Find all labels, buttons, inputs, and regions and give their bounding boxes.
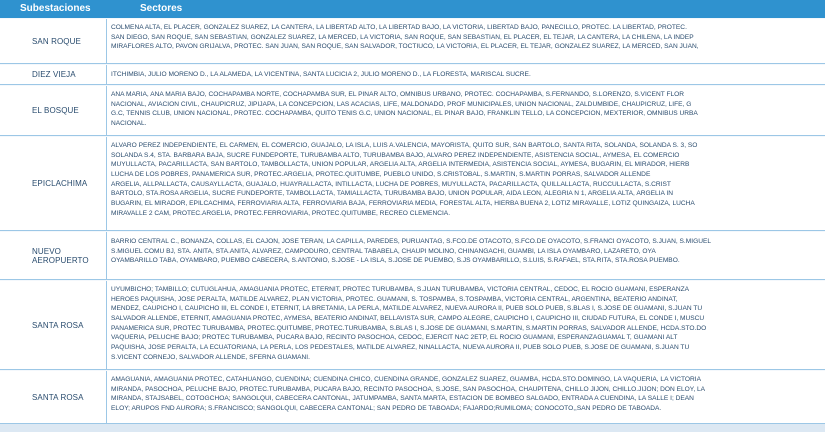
sector-line: PANAMERICA SUR, PROTEC TURUBAMBA, PROTEC.QUITUMBE, PROTEC.TURUBAMBA, S.BLAS I, S.JOSE DE GUAMANI, S.MARTIN, S.MARTIN PORRAS, SALVADOR ALLENDE, HCDA.STO.DO [111,324,707,332]
sector-line: SAN DIEGO, SAN ROQUE, SAN SEBASTIAN, GONZALEZ SUAREZ, LA MERCED, LA VICTORIA, SAN ROQUE, SAN SEBASTIAN, EL PLACER, EL TEJAR, LA CANTERA, LA CHILENA, LA INDEP [111,33,694,41]
sector-line: MIRAVALLE 2 CAM, PROTEC.ARGELIA, PROTEC.FERROVIARIA, PROTEC.QUITUMBE, RECREO CLEMENCIA. [111,209,451,217]
sector-line: S.MIGUEL COMU BJ, STA. ANITA, STA.ANITA, ALVAREZ, CAMPODURO, CENTRAL TABABELA, CHAUPI MOLINO, CHINANGACHI, GUAMBI, LA ISLA OYAMBARO, LAZARETO, OYA [111,247,656,255]
sector-line: ELOY; ARUPOS FND AURORA; S.FRANCISCO; SANGOLQUI, CABECERA CANTONAL; SAN PEDRO DE TABOADA; FAJARDO;RUMILOMA; CONOCOTO,,SAN PEDRO DE TABOADA. [111,405,662,413]
sector-line: MENDEZ, CAUPICHO I, CAUPICHO III, EL CONDE I, ETERNIT, LA BRETANIA, LA PERLA, MATILDE ALVAREZ, NUEVA AURORA II, PUEB SOLO PUEB, S.BLAS I, S.JOSE DE GUAMANI, S.JUAN TU [111,305,703,313]
sectors-cell [111,23,825,52]
table-row [0,137,825,231]
table-row [0,19,825,64]
substation-name: DIEZ VIEJA [0,65,107,84]
sector-line: SALVADOR ALLENDE, ETERNIT, AMAGUANIA PROTEC, AYMESA, BEATERIO ANDINAT, BELLAVISTA SUR, CAMPO ALEGRE, CAUPICHO I, CAUPICHO III, CIUDAD FUTURA, EL CONDE I, MUSCU [111,315,705,323]
sector-line: G.C, TENNIS CLUB, UNION NACIONAL, PROTEC. COCHAPAMBA, QUITO TENIS G.C, UNION NACIONAL, EL PINAR BAJO, FRANKLIN TELLO, LA CONCEPCION, MEXTERIOR, OMNIBUS URBA [111,110,698,118]
sectors-cell [111,70,825,80]
sectors-cell [111,237,825,266]
substation-name: SAN ROQUE [0,19,107,63]
sector-line: ALVARO PEREZ INDEPENDIENTE, EL CARMEN, EL COMERCIO, GUAJALO, LA ISLA, LUIS A.VALENCIA, MAYORISTA, QUITO SUR, SAN BARTOLO, SANTA RITA, SOLANDA, SOLANDA S. 3, SO [111,142,698,149]
table-row [0,232,825,280]
sector-line: VAQUERIA, PELUCHE BAJO; PROTEC TURUBAMBA, PUCARA BAJO, RECINTO PASOCHOA, CEDOC, EJERCIT NAC 2ETP, EL ROCIO GUAMANI, ESPERANZAGUAMAL T, GUAMANI ALT [111,334,678,342]
table-footer-band [0,424,825,432]
substation-name: SANTA ROSA [0,281,107,369]
sector-line: UYUMBICHO; TAMBILLO; CUTUGLAHUA, AMAGUANIA PROTEC, ETERNIT, PROTEC TURUBAMBA, S.JUAN TURUBAMBA, VICTORIA CENTRAL, CEDOC, EL ROCIO GUAMANI, ESPERANZA [111,286,690,293]
sector-line: ANA MARIA, ANA MARIA BAJO, COCHAPAMBA NORTE, COCHAPAMBA SUR, EL PINAR ALTO, OMNIBUS URBANO, PROTEC. COCHAPAMBA, S.FERNANDO, S.LORENZO, S.VICENT FLOR [111,91,685,98]
sector-line: BUGARIN, EL MIRADOR, EPILCACHIMA, FERROVIARIA ALTA, FERROVIARIA BAJA, FERROVIARIA MEDIA, FORESTAL ALTA, HIERBA BUENA 2, LOTIZ MIRAVALLE, LOTIZ QUINGAIZA, LUCHA [111,200,695,208]
sector-line: BARRIO CENTRAL C., BONANZA, COLLAS, EL CAJON, JOSE TERAN, LA CAPILLA, PAREDES, PURUANTAG, S.FCO.DE OTACOTO, S.FCO.DE OYACOTO, S.FRANCI OYACOTO, S.JUAN, S.MIGUEL [111,238,712,245]
sector-line: ITCHIMBIA, JULIO MORENO D., LA ALAMEDA, LA VICENTINA, SANTA LUCICIA 2, JULIO MORENO D., LA FLORESTA, MARISCAL SUCRE. [111,71,531,78]
sector-line: MUYULLACTA, PACARILLACTA, SAN BARTOLO, TAMBOLLACTA, UNION POPULAR, ARGELIA ALTA, ARGELIA INTERMEDIA, ASISTENCIA SOCIAL, AYMESA, BUGARIN, EL MIRADOR, HIERB [111,161,690,169]
substation-name: EPICLACHIMA [0,137,107,230]
table-row [0,371,825,424]
sectors-cell [111,285,825,363]
sector-line: MIRAFLORES ALTO, PAVON GRIJALVA, PROTEC. SAN JUAN, SAN ROQUE, SAN SALVADOR, TOCTIUCO, LA VICTORIA, EL PLACER, EL TEJAR, GONZALEZ SUAREZ, LA MERCED, SAN JUAN, [111,43,699,51]
sector-line: OYAMBARILLO TABA, OYAMBARO, PUEMBO CABECERA, S.ANTONIO, S.JOSE - LA ISLA, S.JOSE DE PUEMBO, S.JS OYAMBARILLO, S.LUIS, S.RAFAEL, STA.RITA, STA.ROSA PUEMBO. [111,257,680,265]
table-row [0,281,825,370]
table-row [0,86,825,136]
sector-line: S.VICENT CORNEJO, SALVADOR ALLENDE, SFERNA GUAMANI. [111,353,310,361]
table-row [0,65,825,85]
substation-name: NUEVO AEROPUERTO [0,232,107,279]
sector-line: COLMENA ALTA, EL PLACER, GONZALEZ SUAREZ, LA CANTERA, LA LIBERTAD ALTO, LA LIBERTAD BAJO, LA VICTORIA, LIBERTAD BAJO, PANECILLO, PROTEC. LA LIBERTAD, PROTEC. [111,24,687,31]
sector-line: LUCHA DE LOS POBRES, PANAMERICA SUR, PROTEC.ARGELIA, PROTEC.QUITUMBE, PUEBLO UNIDO, S.CRISTOBAL, S.MARTIN, S.MARTIN PORRAS, SALVADOR ALLENDE [111,171,651,179]
sectors-cell [111,90,825,129]
table-header [0,0,825,18]
header-sectores: Sectores [140,3,183,14]
sector-line: NACIONAL, AVIACION CIVIL, CHAUPICRUZ, JIPIJAPA, LA CONCEPCION, LAS ACACIAS, LIFE, MALDONADO, PROF MUNICIPALES, UNION NACIONAL, ZALDUMBIDE, CHAUPICRUZ, LIFE, G [111,100,692,108]
sector-line: ARGELIA, ALLPALLACTA, CAUSAYLLACTA, GUAJALO, HUAYRALLACTA, INTILLACTA, LUCHA DE POBRES, MUYULLACTA, PACARILLACTA, QUILLALLACTA, RUCCULLACTA, S.CRIST [111,180,671,188]
sectors-cell [111,141,825,219]
sector-line: AMAGUANIA, AMAGUANIA PROTEC, CATAHUANGO, CUENDINA; CUENDINA CHICO, CUENDINA GRANDE, GONZALEZ SUAREZ, GUAMBA, HCDA.STO.DOMINGO, LA VAQUERIA, LA VICTORIA [111,376,701,383]
sector-line: PAQUISHA, JOSE PERALTA, LA ECUATORIANA, LA PERLA, LOS PEDESTALES, MATILDE ALVAREZ, NINALLACTA, NUEVA AURORA II, PUEB SOLO PUEB, S.JOSE DE GUAMANI, S.JUAN TU [111,344,690,352]
sector-line: MIRANDA, PASOCHOA, PELUCHE BAJO, PROTEC.TURUBAMBA, PUCARA BAJO, RECINTO PASOCHOA, S.JOSE, SAN PASOCHOA, CHAUPITENA, CHILLO JIJON, CHILLO.JIJON; DON ELOY, LA [111,385,706,393]
substation-name: EL BOSQUE [0,86,107,135]
sectors-cell [111,375,825,414]
header-subestaciones: Subestaciones [20,3,91,14]
substation-name: SANTA ROSA [0,371,107,423]
sector-line: BARTOLO, STA.ROSA ARGELIA, SUCRE FUNDEPORTE, TAMBOLLACTA, TAMIALLACTA, TURUBAMBA BAJO, UNION POPULAR, AIDA LEON, ALEGRIA N 1, ARGELIA ALTA, ARGELIA IN [111,190,673,198]
sector-line: SOLANDA S.4, STA. BARBARA BAJA, SUCRE FUNDEPORTE, TURUBAMBA ALTO, TURUBAMBA BAJO, ALVARO PEREZ INDEPENDIENTE, ASISTENCIA SOCIAL, AYMESA, EL COMERCIO [111,151,680,159]
sector-line: MIRANDA, STAJSABEL, COTOGCHOA; SANGOLQUI, CABECERA CANTONAL, JATUMPAMBA, SANTA MARTA, ESTACION DE BOMBEO SALGADO, ENTRADA A CUENDINA, LA SALLE I; DEAN [111,395,694,403]
sector-line: NACIONAL. [111,120,147,128]
sector-line: HEROES PAQUISHA, JOSE PERALTA, MATILDE ALVAREZ, PLAN VICTORIA, PROTEC. GUAMANI, S. TOSPAMBA, S.TOSPAMBA, VICTORIA CENTRAL, ARGENTINA, BEATERIO ANDINAT, [111,295,678,303]
